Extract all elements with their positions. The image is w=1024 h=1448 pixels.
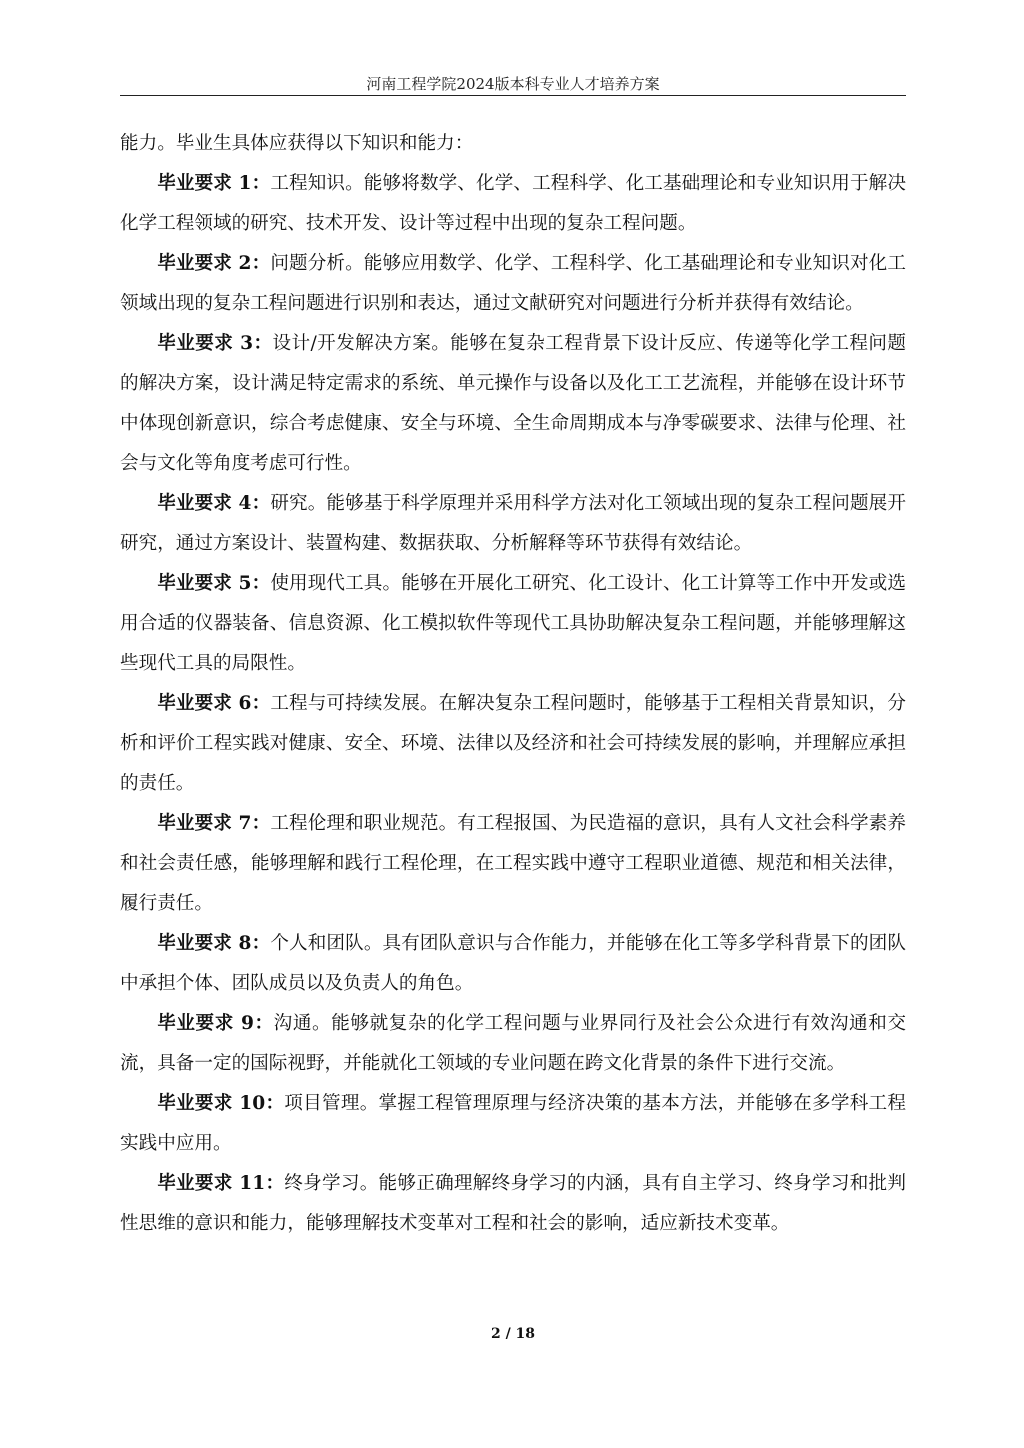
requirement-label: 毕业要求 4 (157, 493, 252, 514)
requirement-8 (120, 924, 906, 1004)
requirement-10 (120, 1084, 906, 1164)
requirement-title: 工程伦理和职业规范 (270, 813, 439, 834)
requirement-title: 项目管理 (284, 1093, 360, 1114)
requirement-text: 。能够正确理解终身学习的内涵，具有自主学习、终身学习和批判性思维的意识和能力，能够理解技术变革对工程和社会的影响，适应新技术变革。 (120, 1173, 906, 1234)
requirement-label: 毕业要求 8 (157, 933, 252, 954)
requirement-colon: ： (251, 253, 271, 274)
requirement-label: 毕业要求 7 (157, 813, 252, 834)
requirement-title: 研究 (270, 493, 308, 514)
requirement-title: 终身学习 (284, 1173, 360, 1194)
requirement-title: 设计/开发解决方案 (272, 333, 432, 354)
requirement-colon: ： (251, 173, 271, 194)
requirement-label: 毕业要求 3 (157, 333, 254, 354)
requirement-7 (120, 804, 906, 924)
requirement-colon: ： (251, 813, 271, 834)
requirement-colon: ： (265, 1173, 285, 1194)
requirement-text: 。能够在复杂工程背景下设计反应、传递等化学工程问题的解决方案，设计满足特定需求的系统、单元操作与设备以及化工工艺流程，并能够在设计环节中体现创新意识，综合考虑健康、安全与环境、全生命周期成本与净零碳要求、法律与伦理、社会与文化等角度考虑可行性。 (120, 333, 906, 474)
requirement-label: 毕业要求 6 (157, 693, 252, 714)
header-rule (120, 95, 906, 96)
requirement-text: 。能够就复杂的化学工程问题与业界同行及社会公众进行有效沟通和交流，具备一定的国际视野，并能就化工领域的专业问题在跨文化背景的条件下进行交流。 (120, 1013, 906, 1074)
requirement-label: 毕业要求 1 (157, 173, 252, 194)
requirement-title: 问题分析 (270, 253, 346, 274)
requirement-2 (120, 244, 906, 324)
running-header: 河南工程学院2024版本科专业人才培养方案 (366, 75, 660, 93)
page-number: 2 / 18 (490, 1326, 536, 1342)
requirement-text: 。掌握工程管理原理与经济决策的基本方法，并能够在多学科工程实践中应用。 (120, 1093, 906, 1154)
requirement-colon: ： (251, 493, 271, 514)
requirement-colon: ： (253, 333, 273, 354)
requirement-text: 。能够应用数学、化学、工程科学、化工基础理论和专业知识对化工领域出现的复杂工程问题进行识别和表达，通过文献研究对问题进行分析并获得有效结论。 (120, 253, 906, 314)
requirement-title: 个人和团队 (270, 933, 364, 954)
requirement-colon: ： (251, 933, 271, 954)
requirement-label: 毕业要求 10 (157, 1093, 266, 1114)
requirement-colon: ： (251, 573, 271, 594)
requirement-6 (120, 684, 906, 804)
requirement-colon: ： (253, 1013, 274, 1034)
requirement-1 (120, 164, 906, 244)
requirement-text: 。能够将数学、化学、工程科学、化工基础理论和专业知识用于解决化学工程领域的研究、技术开发、设计等过程中出现的复杂工程问题。 (120, 173, 906, 234)
requirement-11 (120, 1164, 906, 1244)
requirement-5 (120, 564, 906, 684)
requirement-4 (120, 484, 906, 564)
requirement-label: 毕业要求 5 (157, 573, 252, 594)
requirement-label: 毕业要求 9 (157, 1013, 254, 1034)
requirement-colon: ： (265, 1093, 285, 1114)
requirement-text: 。在解决复杂工程问题时，能够基于工程相关背景知识，分析和评价工程实践对健康、安全、环境、法律以及经济和社会可持续发展的影响，并理解应承担的责任。 (120, 693, 906, 794)
requirement-text: 。具有团队意识与合作能力，并能够在化工等多学科背景下的团队中承担个体、团队成员以及负责人的角色。 (120, 933, 906, 994)
requirement-text: 。能够基于科学原理并采用科学方法对化工领域出现的复杂工程问题展开研究，通过方案设计、装置构建、数据获取、分析解释等环节获得有效结论。 (120, 493, 906, 554)
requirement-colon: ： (251, 693, 271, 714)
requirement-label: 毕业要求 11 (157, 1173, 266, 1194)
document-body (120, 124, 906, 1244)
requirement-label: 毕业要求 2 (157, 253, 252, 274)
requirement-3 (120, 324, 906, 484)
requirement-9 (120, 1004, 906, 1084)
requirement-text: 。能够在开展化工研究、化工设计、化工计算等工作中开发或选用合适的仪器装备、信息资源、化工模拟软件等现代工具协助解决复杂工程问题，并能够理解这些现代工具的局限性。 (120, 573, 906, 674)
requirement-title: 工程与可持续发展 (270, 693, 420, 714)
requirement-text: 。有工程报国、为民造福的意识，具有人文社会科学素养和社会责任感，能够理解和践行工程伦理，在工程实践中遵守工程职业道德、规范和相关法律，履行责任。 (120, 813, 906, 914)
requirement-title: 沟通 (273, 1013, 313, 1034)
requirement-title: 使用现代工具 (270, 573, 383, 594)
requirement-title: 工程知识 (270, 173, 346, 194)
intro-paragraph: 能力。毕业生具体应获得以下知识和能力： (120, 133, 474, 154)
